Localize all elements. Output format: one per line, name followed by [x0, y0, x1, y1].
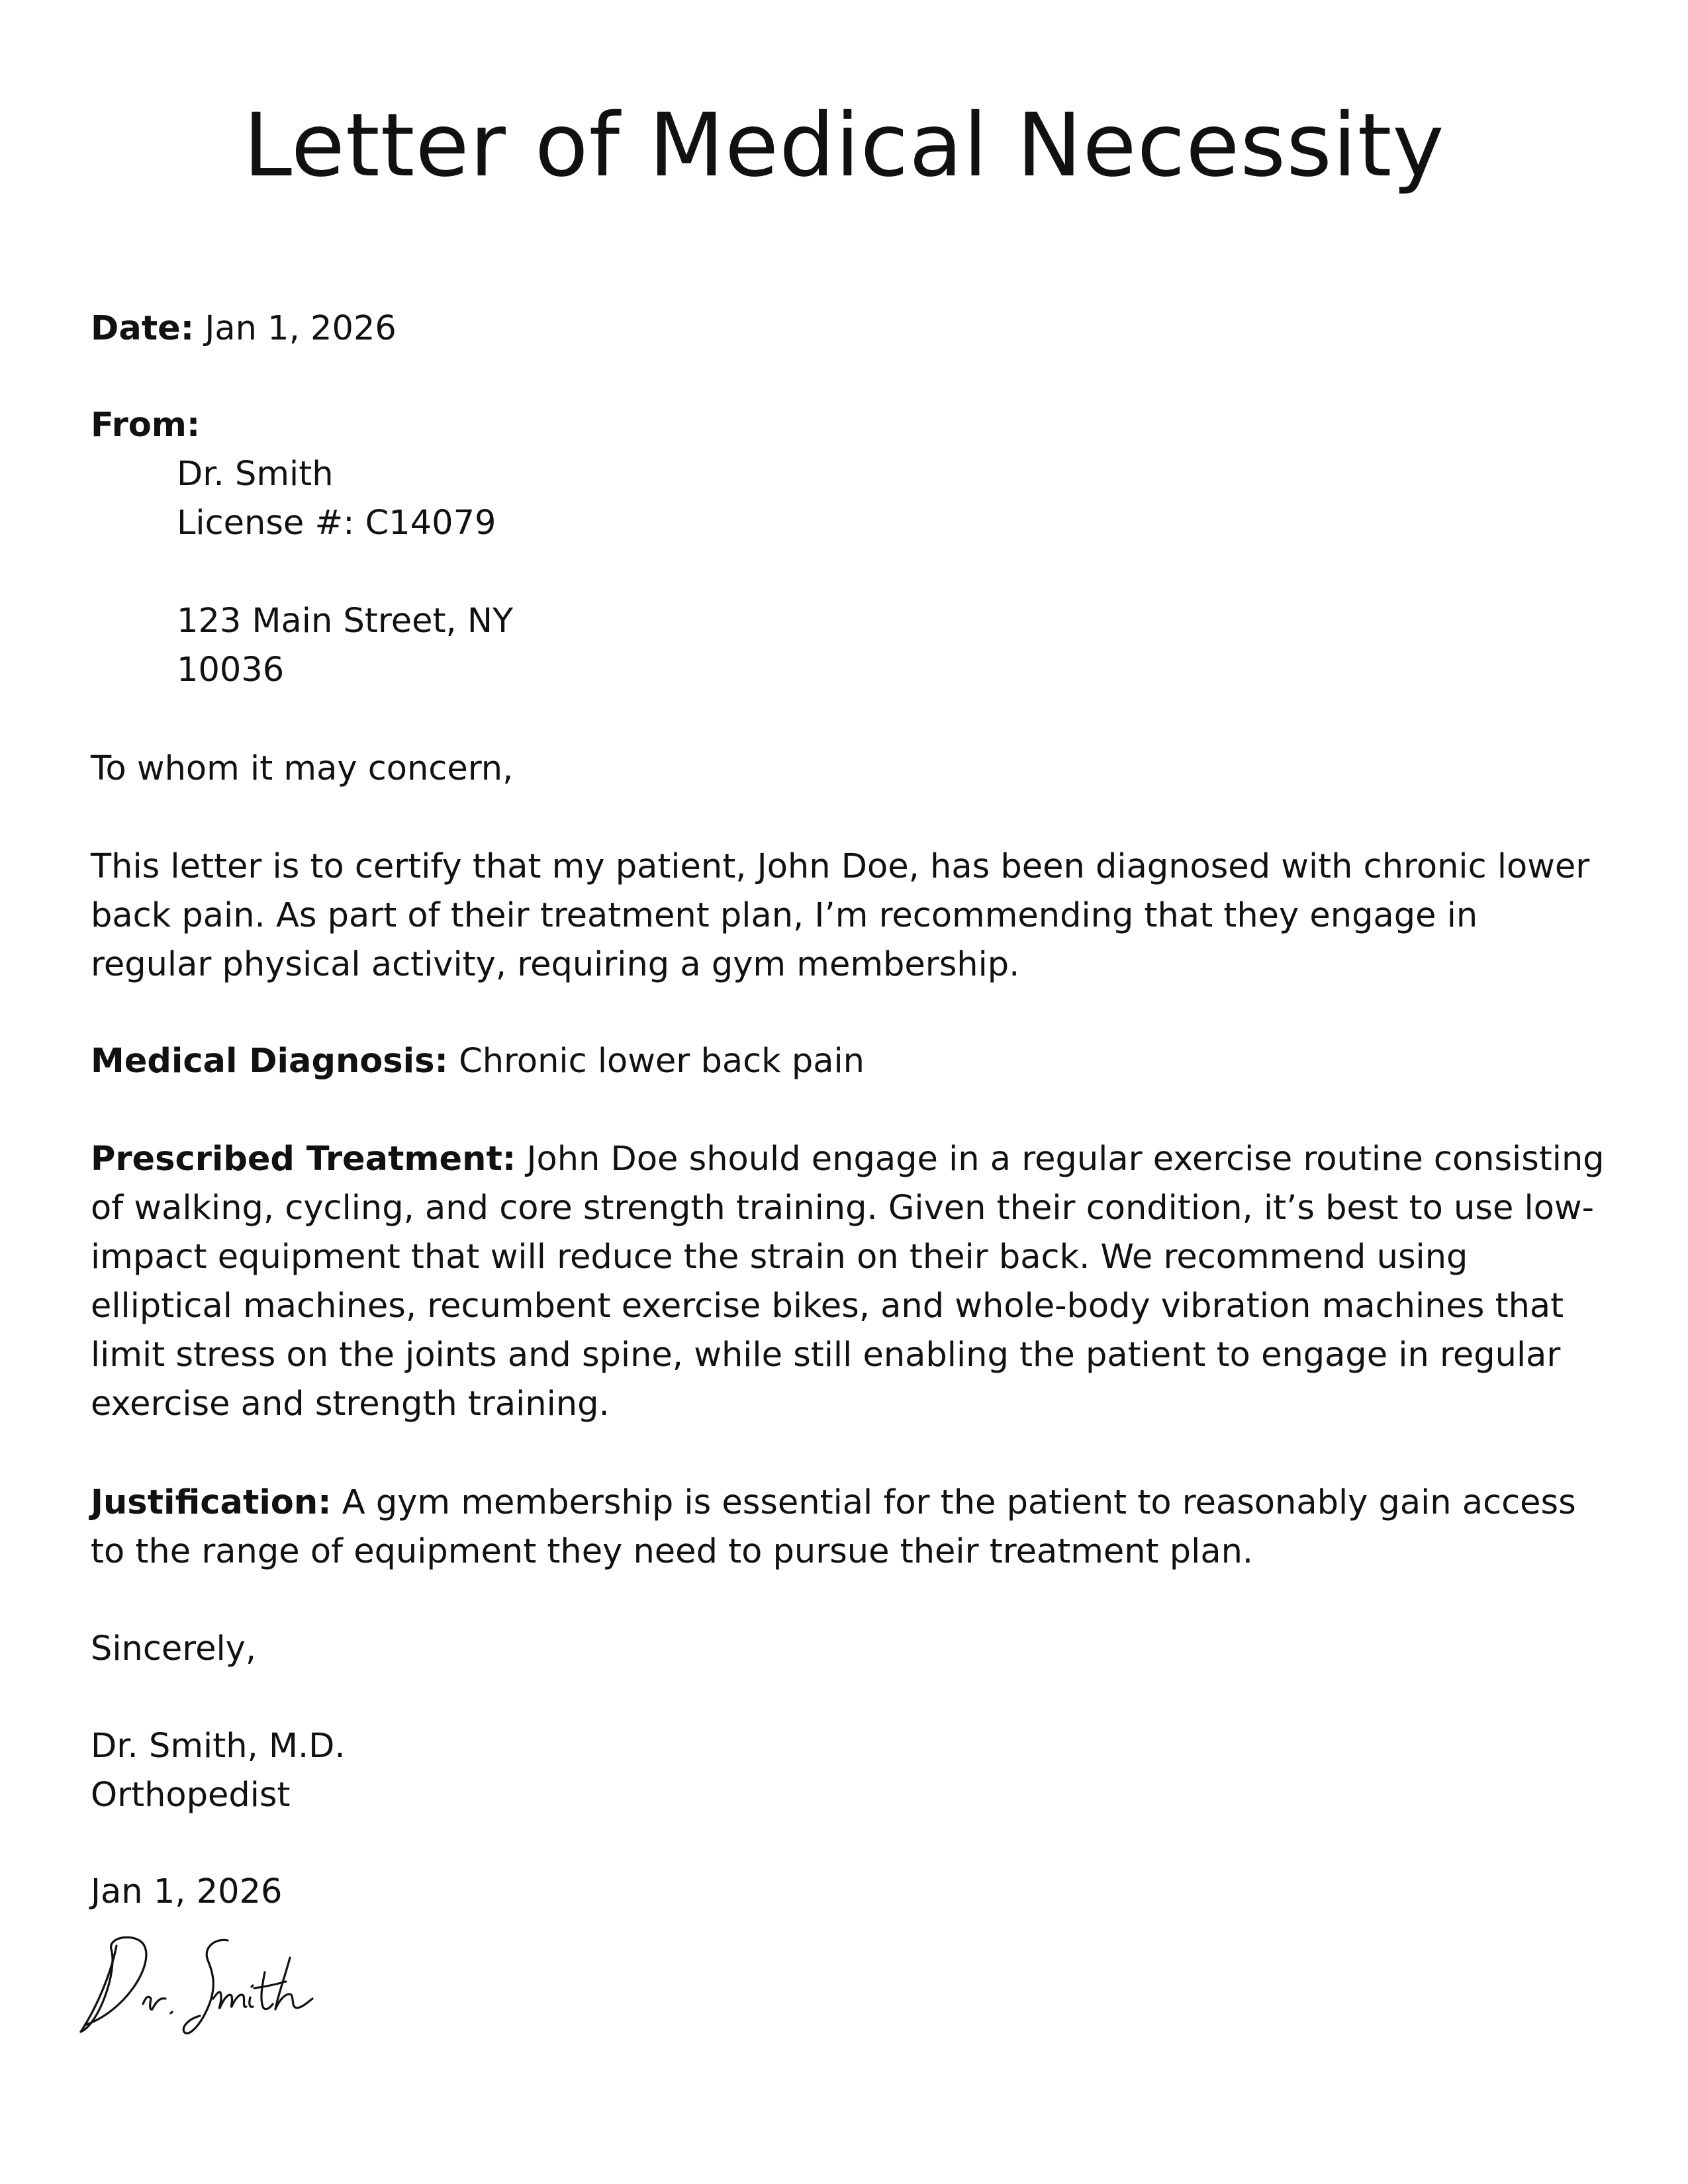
closing: Sincerely,	[91, 1629, 257, 1668]
from-block	[91, 401, 1607, 695]
justification-label: Justification:	[91, 1483, 332, 1522]
from-license: License #: C14079	[177, 504, 496, 543]
diagnosis-label: Medical Diagnosis:	[91, 1042, 448, 1081]
from-address-line2: 10036	[177, 651, 285, 690]
justification-paragraph	[91, 1479, 1607, 1576]
intro-paragraph: This letter is to certify that my patient, John Doe, has been diagnosed with chronic lower back pain. As part of their treatment plan, I’m recommending that they engage in regular physical activity, requiring a gym membership.	[91, 847, 1590, 984]
diagnosis-line	[91, 1037, 1607, 1086]
from-address-line1: 123 Main Street, NY	[177, 602, 514, 641]
date-label: Date:	[91, 309, 195, 348]
page-title: Letter of Medical Necessity	[243, 95, 1445, 197]
salutation: To whom it may concern,	[91, 749, 514, 788]
justification-value: A gym membership is essential for the patient to reasonably gain access to the range of equipment they need to pursue their treatment plan.	[91, 1483, 1576, 1571]
treatment-paragraph	[91, 1135, 1607, 1429]
handwritten-signature	[71, 1926, 350, 2045]
treatment-value: John Doe should engage in a regular exercise routine consisting of walking, cycling, and core strength training. Given their condition, it’s best to use low-impact equipment that will reduce the strain on their back. We recommend using elliptical machines, recumbent exercise bikes, and whole-body vibration machines that limit stress on the joints and spine, while still enabling the patient to engage in regular exercise and strength training.	[91, 1140, 1605, 1424]
sign-date: Jan 1, 2026	[91, 1872, 283, 1911]
from-spacer	[91, 548, 1607, 597]
date-line	[91, 304, 1607, 353]
date-value: Jan 1, 2026	[205, 309, 397, 348]
from-name: Dr. Smith	[177, 455, 334, 494]
from-label: From:	[91, 406, 201, 445]
signer-block	[91, 1722, 1607, 1820]
treatment-label: Prescribed Treatment:	[91, 1140, 516, 1179]
signer-title: Orthopedist	[91, 1776, 291, 1815]
diagnosis-value: Chronic lower back pain	[459, 1042, 865, 1081]
signer-name: Dr. Smith, M.D.	[91, 1727, 346, 1766]
